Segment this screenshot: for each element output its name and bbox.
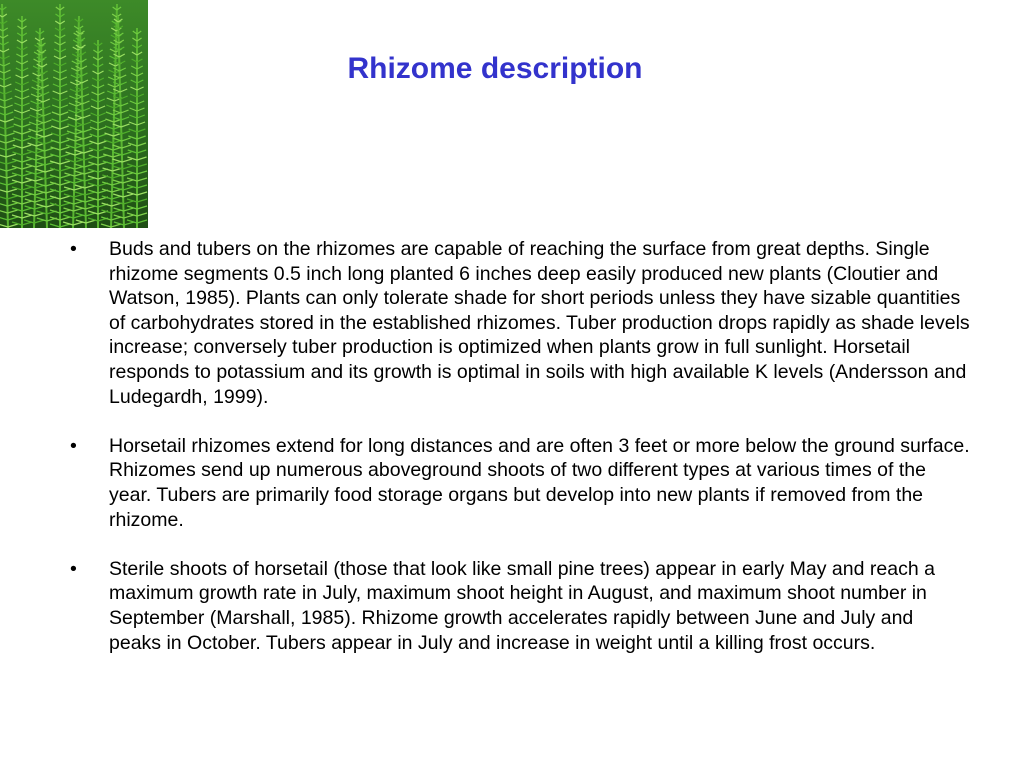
horsetail-photo [0,0,148,228]
bullet-text: Horsetail rhizomes extend for long distances and are often 3 feet or more below the ground surface. Rhizomes send up numerous aboveground shoots of two different types at various times of the year. Tubers are primarily food storage organs but develop into new plants if removed from the rhizome. [109,434,970,531]
bullet-item [70,557,970,655]
bullet-symbol: • [70,238,77,260]
bullet-item [70,237,970,409]
bullet-symbol: • [70,434,77,457]
bullet-symbol: • [70,557,77,580]
bullet-text: Buds and tubers on the rhizomes are capable of reaching the surface from great depths. Single rhizome segments 0.5 inch long planted 6 inches deep easily produced new plants (Cloutier and Watson, 1985). Plants can only tolerate shade for short periods unless they have sizable quantities of carbohydrates stored in the established rhizomes. Tuber production drops rapidly as shade levels increase; conversely tuber production is optimized when plants grow in full sunlight. Horsetail responds to potassium and its growth is optimal in soils with high available K levels (Andersson and Ludegardh, 1999). [109,238,970,408]
horsetail-photo-graphic [0,0,148,228]
bullet-list [70,237,970,680]
bullet-item [70,434,970,532]
slide-title: Rhizome description [347,52,643,85]
bullet-text: Sterile shoots of horsetail (those that look like small pine trees) appear in early May and reach a maximum growth rate in July, maximum shoot height in August, and maximum shoot number in September (Marshall, 1985). Rhizome growth accelerates rapidly between June and July and peaks in October. Tubers appear in July and increase in weight until a killing frost occurs. [109,557,935,654]
